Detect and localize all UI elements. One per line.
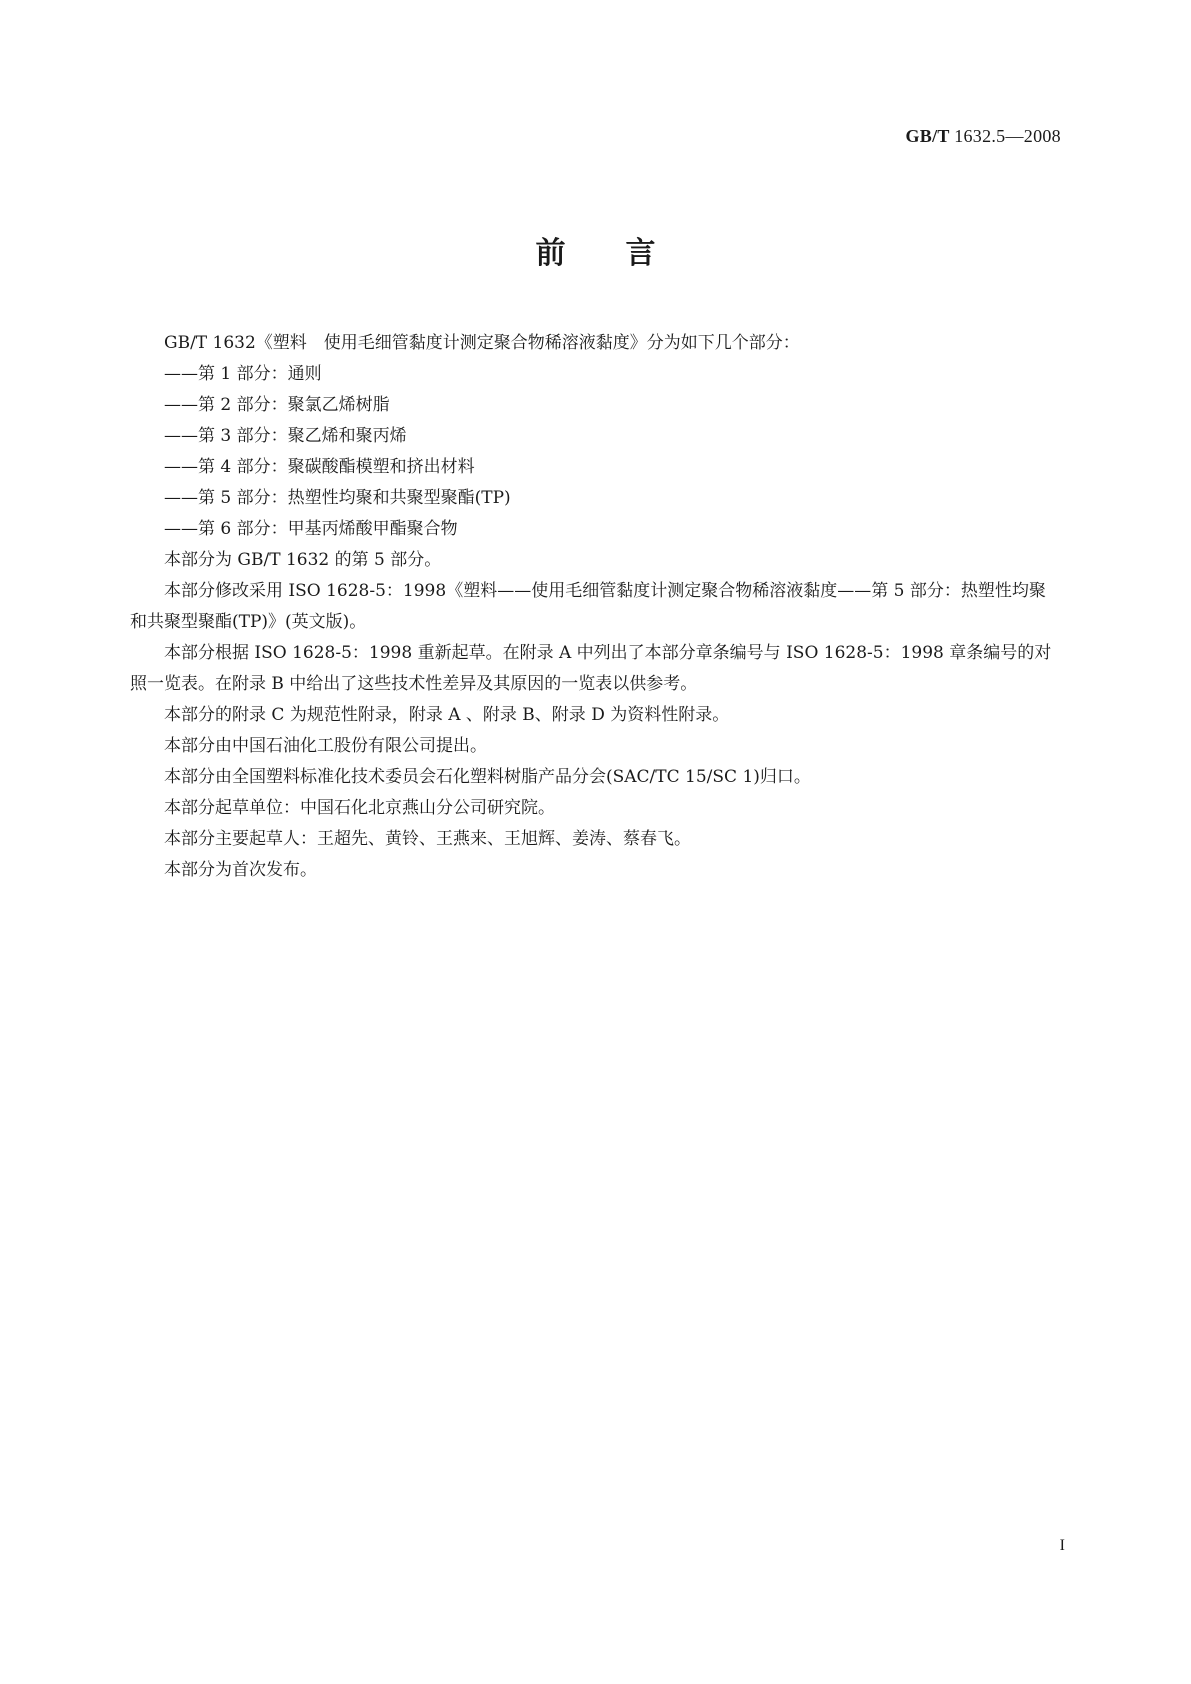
paragraph: 本部分修改采用 ISO 1628-5：1998《塑料——使用毛细管黏度计测定聚合物稀溶液黏度——第 5 部分：热塑性均聚和共聚型聚酯(TP)》(英文版)。 (130, 581, 1046, 632)
paragraph: 本部分为首次发布。 (164, 860, 317, 880)
paragraph: 本部分根据 ISO 1628-5：1998 重新起草。在附录 A 中列出了本部分章条编号与 ISO 1628-5：1998 章条编号的对照一览表。在附录 B 中给出了这些技术性差异及其原因的一览表以供参考。 (130, 643, 1052, 694)
part-list-item: ——第 5 部分：热塑性均聚和共聚型聚酯(TP) (164, 488, 511, 508)
part-list-item: ——第 6 部分：甲基丙烯酸甲酯聚合物 (164, 519, 458, 539)
paragraph: 本部分由全国塑料标准化技术委员会石化塑料树脂产品分会(SAC/TC 15/SC 1)归口。 (164, 767, 811, 787)
standard-code-number: 1632.5—2008 (954, 126, 1061, 146)
paragraph: 本部分主要起草人：王超先、黄铃、王燕来、王旭辉、姜涛、蔡春飞。 (164, 829, 691, 849)
part-list-item: ——第 4 部分：聚碳酸酯模塑和挤出材料 (164, 457, 475, 477)
page-title: 前言 (535, 236, 716, 271)
standard-code-prefix: GB/T (905, 126, 950, 146)
part-list-item: ——第 3 部分：聚乙烯和聚丙烯 (164, 426, 407, 446)
page-number: I (1059, 1537, 1065, 1554)
intro-paragraph: GB/T 1632《塑料 使用毛细管黏度计测定聚合物稀溶液黏度》分为如下几个部分： (164, 333, 800, 353)
paragraph: 本部分由中国石油化工股份有限公司提出。 (164, 736, 487, 756)
part-list-item: ——第 2 部分：聚氯乙烯树脂 (164, 395, 390, 415)
paragraph: 本部分的附录 C 为规范性附录，附录 A 、附录 B、附录 D 为资料性附录。 (164, 705, 730, 725)
paragraph: 本部分起草单位：中国石化北京燕山分公司研究院。 (164, 798, 555, 818)
foreword-body (130, 328, 1062, 886)
part-list-item: ——第 1 部分：通则 (164, 364, 322, 384)
paragraph: 本部分为 GB/T 1632 的第 5 部分。 (164, 550, 442, 570)
standard-number (905, 126, 1061, 147)
